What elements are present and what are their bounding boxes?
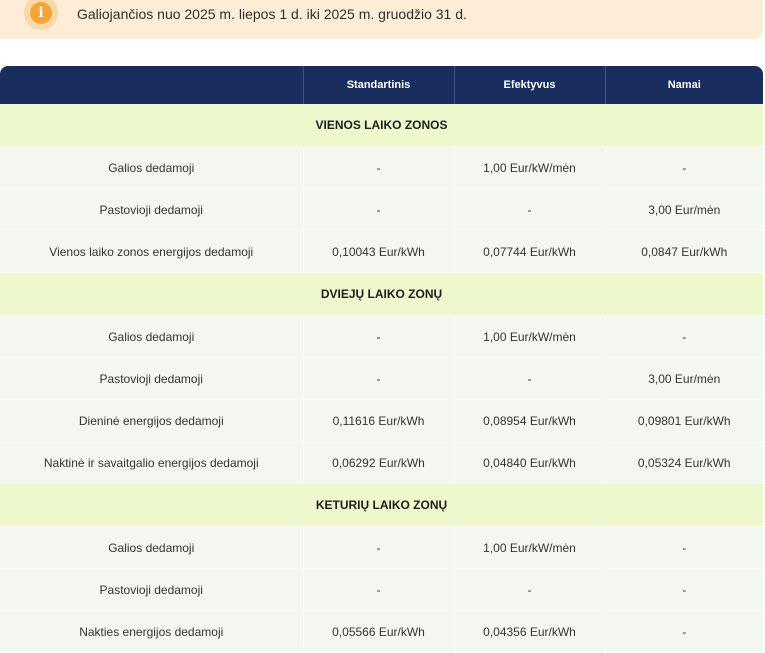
info-icon: i <box>24 0 58 30</box>
row-label: Galios dedamoji <box>0 527 303 569</box>
cell-namai: - <box>605 611 763 653</box>
cell-standartinis: - <box>303 316 454 358</box>
cell-standartinis: 0,10043 Eur/kWh <box>303 231 454 273</box>
table-row <box>0 569 763 611</box>
section-title: KETURIŲ LAIKO ZONŲ <box>0 484 763 527</box>
cell-standartinis: 0,11616 Eur/kWh <box>303 400 454 442</box>
row-label: Galios dedamoji <box>0 316 303 358</box>
cell-namai: - <box>605 316 763 358</box>
row-label: Pastovioji dedamoji <box>0 189 303 231</box>
section-row <box>0 273 763 316</box>
cell-namai: - <box>605 527 763 569</box>
header-standartinis: Standartinis <box>303 66 454 104</box>
row-label: Pastovioji dedamoji <box>0 569 303 611</box>
cell-standartinis: - <box>303 569 454 611</box>
cell-namai: 0,05324 Eur/kWh <box>605 442 763 484</box>
notice-text: Galiojančios nuo 2025 m. liepos 1 d. iki 2025 m. gruodžio 31 d. <box>77 6 467 22</box>
table-row <box>0 358 763 400</box>
table-row <box>0 147 763 189</box>
cell-namai: - <box>605 569 763 611</box>
cell-efektyvus: 1,00 Eur/kW/mėn <box>454 316 605 358</box>
row-label: Vienos laiko zonos energijos dedamoji <box>0 231 303 273</box>
cell-namai: 0,09801 Eur/kWh <box>605 400 763 442</box>
cell-standartinis: - <box>303 527 454 569</box>
row-label: Pastovioji dedamoji <box>0 358 303 400</box>
tariff-table <box>0 66 763 653</box>
table-row <box>0 316 763 358</box>
cell-efektyvus: - <box>454 569 605 611</box>
validity-notice <box>0 0 763 39</box>
table-row <box>0 400 763 442</box>
table-row <box>0 442 763 484</box>
cell-efektyvus: 0,08954 Eur/kWh <box>454 400 605 442</box>
cell-efektyvus: 0,04840 Eur/kWh <box>454 442 605 484</box>
row-label: Nakties energijos dedamoji <box>0 611 303 653</box>
cell-namai: - <box>605 147 763 189</box>
cell-standartinis: - <box>303 147 454 189</box>
section-title: DVIEJŲ LAIKO ZONŲ <box>0 273 763 316</box>
row-label: Galios dedamoji <box>0 147 303 189</box>
row-label: Dieninė energijos dedamoji <box>0 400 303 442</box>
tariff-table-wrapper <box>0 66 763 653</box>
header-namai: Namai <box>605 66 763 104</box>
cell-efektyvus: 0,04356 Eur/kWh <box>454 611 605 653</box>
cell-namai: 3,00 Eur/mėn <box>605 358 763 400</box>
section-row <box>0 484 763 527</box>
cell-efektyvus: - <box>454 358 605 400</box>
section-title: VIENOS LAIKO ZONOS <box>0 104 763 147</box>
cell-namai: 3,00 Eur/mėn <box>605 189 763 231</box>
header-efektyvus: Efektyvus <box>454 66 605 104</box>
cell-efektyvus: 1,00 Eur/kW/mėn <box>454 147 605 189</box>
table-row <box>0 189 763 231</box>
cell-standartinis: - <box>303 189 454 231</box>
cell-efektyvus: 0,07744 Eur/kWh <box>454 231 605 273</box>
cell-efektyvus: 1,00 Eur/kW/mėn <box>454 527 605 569</box>
cell-standartinis: - <box>303 358 454 400</box>
section-row <box>0 104 763 147</box>
header-empty <box>0 66 303 104</box>
table-row <box>0 611 763 653</box>
row-label: Naktinė ir savaitgalio energijos dedamoji <box>0 442 303 484</box>
table-header-row <box>0 66 763 104</box>
cell-namai: 0,0847 Eur/kWh <box>605 231 763 273</box>
cell-standartinis: 0,05566 Eur/kWh <box>303 611 454 653</box>
cell-standartinis: 0,06292 Eur/kWh <box>303 442 454 484</box>
cell-efektyvus: - <box>454 189 605 231</box>
table-row <box>0 231 763 273</box>
table-row <box>0 527 763 569</box>
